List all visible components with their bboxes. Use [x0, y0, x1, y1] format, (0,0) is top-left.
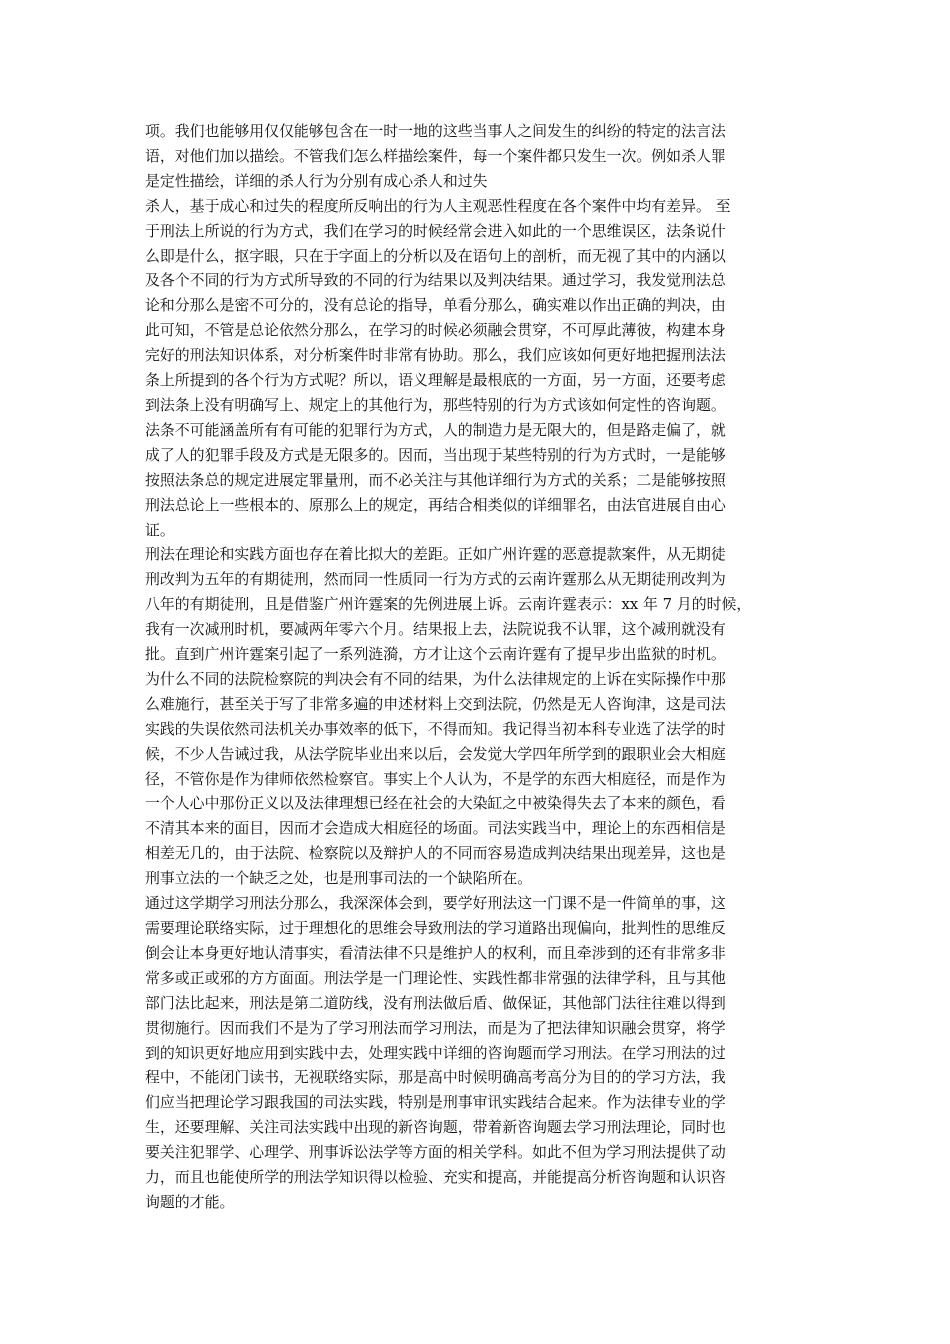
text-line: 要关注犯罪学、心理学、刑事诉讼法学等方面的相关学科。如此不但为学习刑法提供了动	[145, 1143, 726, 1162]
text-line: 相差无几的，由于法院、检察院以及辩护人的不同而容易造成判决结果出现差异，这也是	[145, 844, 726, 863]
text-line: 么即是什么，抠字眼，只在于字面上的分析以及在语句上的剖析，而无视了其中的内涵以	[145, 246, 726, 265]
text-line: 刑改判为五年的有期徒刑，然而同一性质同一行为方式的云南许霆那么从无期徒刑改判为	[145, 570, 726, 589]
text-line: 候，不少人告诫过我，从法学院毕业出来以后，会发觉大学四年所学到的跟职业会大相庭	[145, 744, 726, 763]
text-line: 此可知，不管是总论依然分那么，在学习的时候必须融会贯穿，不可厚此薄彼，构建本身	[145, 321, 726, 340]
text-line: 贯彻施行。因而我们不是为了学习刑法而学习刑法，而是为了把法律知识融会贯穿，将学	[145, 1018, 726, 1037]
text-line: 到法条上没有明确写上、规定上的其他行为，那些特别的行为方式该如何定性的咨询题。	[145, 395, 726, 414]
text-line: 刑事立法的一个缺乏之处，也是刑事司法的一个缺陷所在。	[145, 869, 533, 888]
paragraph-2	[145, 194, 815, 543]
text-line: 为什么不同的法院检察院的判决会有不同的结果，为什么法律规定的上诉在实际操作中那	[145, 669, 726, 688]
text-line: 法条不可能涵盖所有有可能的犯罪行为方式，人的制造力是无限大的，但是路走偏了，就	[145, 420, 726, 439]
text-line: 一个人心中那份正义以及法律理想已经在社会的大染缸之中被染得失去了本来的颜色，看	[145, 794, 726, 813]
text-line: 批。直到广州许霆案引起了一系列涟漪，方才让这个云南许霆有了提早步出监狱的时机。	[145, 645, 726, 664]
text-line: 刑法总论上一些根本的、原那么上的规定，再结合相类似的详细罪名，由法官进展自由心	[145, 495, 726, 514]
text-line: 证。	[145, 520, 175, 539]
text-line: 么难施行，甚至关于写了非常多遍的申述材料上交到法院，仍然是无人咨询津，这是司法	[145, 694, 726, 713]
text-line: 不清其本来的面目，因而才会造成大相庭径的场面。司法实践当中，理论上的东西相信是	[145, 819, 726, 838]
text-line: 及各个不同的行为方式所导致的不同的行为结果以及判决结果。通过学习，我发觉刑法总	[145, 271, 726, 290]
text-line: 们应当把理论学习跟我国的司法实践，特别是刑事审讯实践结合起来。作为法律专业的学	[145, 1093, 726, 1112]
text-line: 成了人的犯罪手段及方式是无限多的。因而，当出现于某些特别的行为方式时，一是能够	[145, 445, 726, 464]
text-line: 条上所提到的各个行为方式呢？所以，语义理解是最根底的一方面，另一方面，还要考虑	[145, 371, 726, 390]
text-line: 到的知识更好地应用到实践中去，处理实践中详细的咨询题而学习刑法。在学习刑法的过	[145, 1043, 726, 1062]
text-line: 于刑法上所说的行为方式，我们在学习的时候经常会进入如此的一个思维误区，法条说什	[145, 221, 726, 240]
text-line: 倒会让本身更好地认清事实，看清法律不只是维护人的权利，而且牵涉到的还有非常多非	[145, 943, 726, 962]
text-line: 询题的才能。	[145, 1192, 235, 1211]
text-line: 论和分那么是密不可分的，没有总论的指导，单看分那么，确实难以作出正确的判决，由	[145, 296, 726, 315]
paragraph-4	[145, 891, 815, 1215]
text-line: 生，还要理解、关注司法实践中出现的新咨询题，带着新咨询题去学习刑法理论，同时也	[145, 1118, 726, 1137]
text-line: 是定性描绘，详细的杀人行为分别有成心杀人和过失	[145, 171, 488, 190]
document-page	[145, 119, 815, 1215]
paragraph-3	[145, 542, 815, 891]
text-line: 语，对他们加以描绘。不管我们怎么样描绘案件，每一个案件都只发生一次。例如杀人罪	[145, 146, 726, 165]
text-line: 力，而且也能使所学的刑法学知识得以检验、充实和提高，并能提高分析咨询题和认识咨	[145, 1168, 726, 1187]
text-line: 我有一次减刑时机，要减两年零六个月。结果报上去，法院说我不认罪，这个减刑就没有	[145, 620, 726, 639]
text-line: 杀人，基于成心和过失的程度所反响出的行为人主观恶性程度在各个案件中均有差异。 至	[145, 196, 731, 215]
text-line: 通过这学期学习刑法分那么，我深深体会到，要学好刑法这一门课不是一件简单的事，这	[145, 894, 726, 913]
text-line: 径，不管你是作为律师依然检察官。事实上个人认为，不是学的东西大相庭径，而是作为	[145, 769, 726, 788]
text-line: 部门法比起来，刑法是第二道防线，没有刑法做后盾、做保证，其他部门法往往难以得到	[145, 993, 726, 1012]
text-line: 刑法在理论和实践方面也存在着比拟大的差距。正如广州许霆的恶意提款案件，从无期徒	[145, 545, 726, 564]
text-line: 项。我们也能够用仅仅能够包含在一时一地的这些当事人之间发生的纠纷的特定的法言法	[145, 122, 726, 140]
text-line: 实践的失误依然司法机关办事效率的低下，不得而知。我记得当初本科专业选了法学的时	[145, 719, 726, 738]
text-line: 完好的刑法知识体系，对分析案件时非常有协助。那么，我们应该如何更好地把握刑法法	[145, 346, 726, 365]
text-line: 需要理论联络实际，过于理想化的思维会导致刑法的学习道路出现偏向，批判性的思维反	[145, 919, 726, 937]
text-line: 程中，不能闭门读书，无视联络实际，那是高中时候明确高考高分为目的的学习方法，我	[145, 1068, 726, 1087]
paragraph-1	[145, 119, 815, 194]
text-line: 按照法条总的规定进展定罪量刑，而不必关注与其他详细行为方式的关系；二是能够按照	[145, 470, 726, 489]
text-line: 八年的有期徒刑，且是借鉴广州许霆案的先例进展上诉。云南许霆表示：xx 年 7 月的时候，	[145, 595, 752, 614]
text-line: 常多或正或邪的方方面面。刑法学是一门理论性、实践性都非常强的法律学科，且与其他	[145, 968, 726, 987]
